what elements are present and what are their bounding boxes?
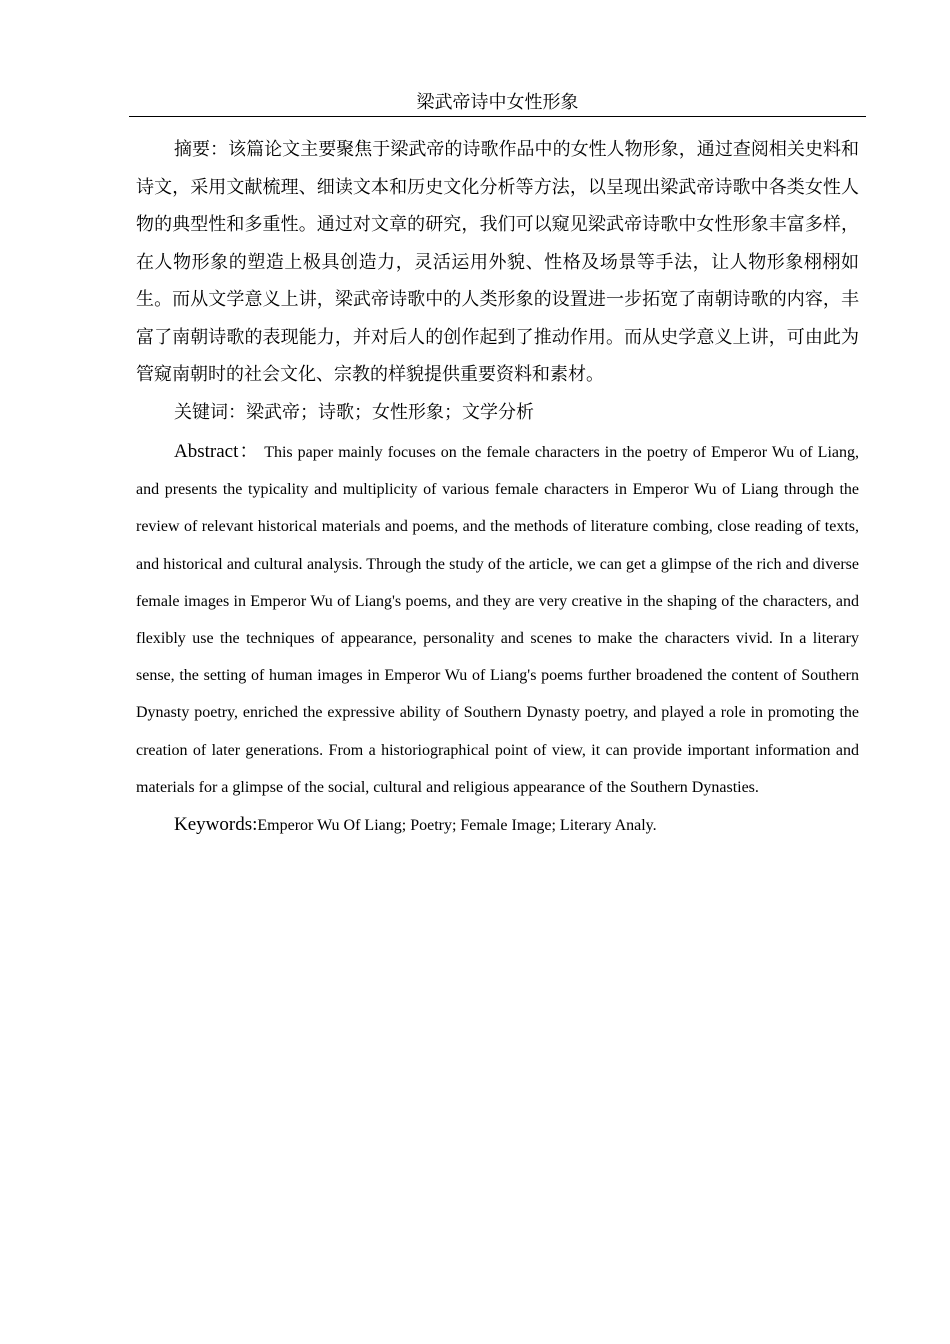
- chinese-abstract: [136, 131, 859, 394]
- english-abstract-text: This paper mainly focuses on the female characters in the poetry of Emperor Wu of Liang, and presents the typicality and multiplicity of various female characters in Emperor Wu of Liang through the review of relevant historical materials and poems, and the methods of literature combing, close reading of texts, and historical and cultural analysis. Through the study of the article, we can get a glimpse of the rich and diverse female images in Emperor Wu of Liang's poems, and they are very creative in the shaping of the characters, and flexibly use the techniques of appearance, personality and scenes to make the characters vivid. In a literary sense, the setting of human images in Emperor Wu of Liang's poems further broadened the content of Southern Dynasty poetry, enriched the expressive ability of Southern Dynasty poetry, and played a role in promoting the creation of later generations. From a historiographical point of view, it can provide important information and materials for a glimpse of the social, cultural and religious appearance of the Southern Dynasties.: [136, 444, 859, 796]
- english-abstract: [136, 433, 859, 806]
- english-keywords-text: Emperor Wu Of Liang; Poetry; Female Image; Literary Analy.: [257, 817, 657, 835]
- chinese-keywords-label: 关键词：: [174, 401, 246, 423]
- english-keywords: [136, 806, 859, 845]
- abstract-section: [136, 131, 859, 845]
- running-header-title: 梁武帝诗中女性形象: [416, 92, 579, 113]
- chinese-keywords: [136, 394, 859, 432]
- english-keywords-label: Keywords:: [174, 814, 258, 836]
- chinese-keywords-text: 梁武帝；诗歌；女性形象；文学分析: [246, 401, 534, 423]
- english-abstract-label: Abstract：: [174, 441, 260, 462]
- running-header: [129, 90, 866, 117]
- chinese-abstract-text: 该篇论文主要聚焦于梁武帝的诗歌作品中的女性人物形象，通过查阅相关史料和诗文，采用文献梳理、细读文本和历史文化分析等方法，以呈现出梁武帝诗歌中各类女性人物的典型性和多重性。通过对文章的研究，我们可以窥见梁武帝诗歌中女性形象丰富多样，在人物形象的塑造上极具创造力，灵活运用外貌、性格及场景等手法，让人物形象栩栩如生。而从文学意义上讲，梁武帝诗歌中的人类形象的设置进一步拓宽了南朝诗歌的内容，丰富了南朝诗歌的表现能力，并对后人的创作起到了推动作用。而从史学意义上讲，可由此为管窥南朝时的社会文化、宗教的样貌提供重要资料和素材。: [136, 139, 860, 385]
- chinese-abstract-label: 摘要：: [174, 139, 229, 160]
